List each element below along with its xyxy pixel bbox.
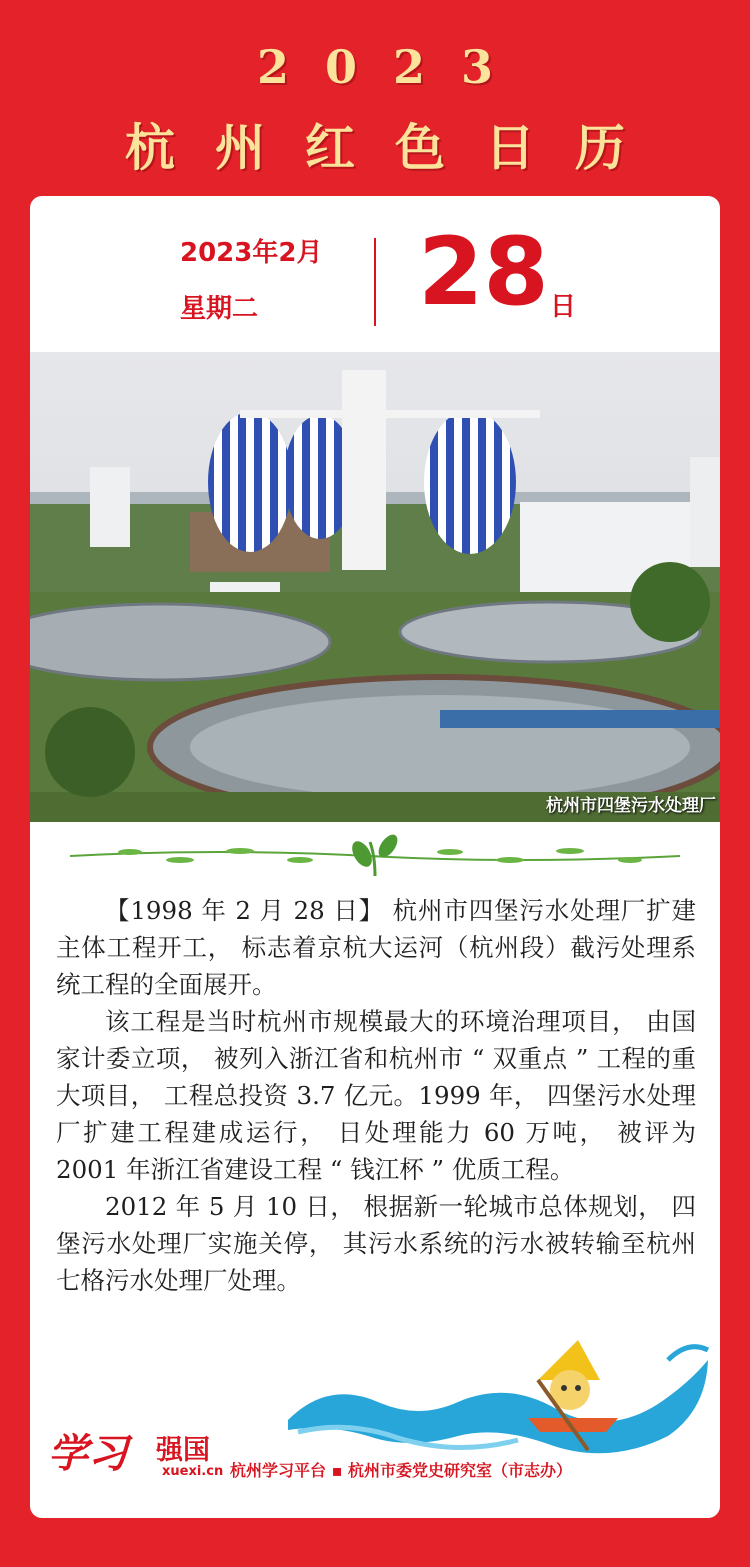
day-number: 28 xyxy=(418,218,549,327)
footer-credit: 杭州学习平台 ▪ 杭州市委党史研究室（市志办） xyxy=(230,1461,572,1480)
logo-url: xuexi.cn xyxy=(162,1464,224,1479)
header-title: 杭州红色日历 xyxy=(125,118,665,177)
article-paragraph: 该工程是当时杭州市规模最大的环境治理项目， 由国家计委立项， 被列入浙江省和杭州市 “ 双重点 ” 工程的重大项目， 工程总投资 3.7 亿元。1999 年， 四堡污水处理厂扩建工程建成运行， 日处理能力 60 万吨， 被评为 2001 年浙江省建设工程 “ 钱江杯 ” 优质工程。 xyxy=(56,1007,696,1184)
logo-script: 学习 xyxy=(48,1430,128,1477)
footer xyxy=(44,1418,714,1498)
water-treatment-plant-image xyxy=(30,352,720,822)
year-month: 2023年2月 xyxy=(180,238,323,268)
weekday: 星期二 xyxy=(180,294,259,324)
header-year: 2023 xyxy=(256,40,530,94)
logo-main: 强国 xyxy=(156,1435,210,1466)
leaf-vine-ornament xyxy=(70,832,680,880)
day-unit: 日 xyxy=(550,292,577,322)
photo-caption: 杭州市四堡污水处理厂 xyxy=(546,796,716,816)
calendar-header xyxy=(0,0,750,195)
date-divider xyxy=(374,238,376,326)
xuexi-logo xyxy=(44,1418,234,1498)
calendar-card xyxy=(30,196,720,1518)
article-paragraph: 2012 年 5 月 10 日， 根据新一轮城市总体规划， 四堡污水处理厂实施关停， 其污水系统的污水被转输至杭州七格污水处理厂处理。 xyxy=(56,1192,696,1295)
article-paragraph: 【1998 年 2 月 28 日】 杭州市四堡污水处理厂扩建主体工程开工， 标志着京杭大运河（杭州段）截污处理系统工程的全面展开。 xyxy=(56,896,696,999)
article-body xyxy=(56,892,696,1299)
historical-photo xyxy=(30,352,720,822)
